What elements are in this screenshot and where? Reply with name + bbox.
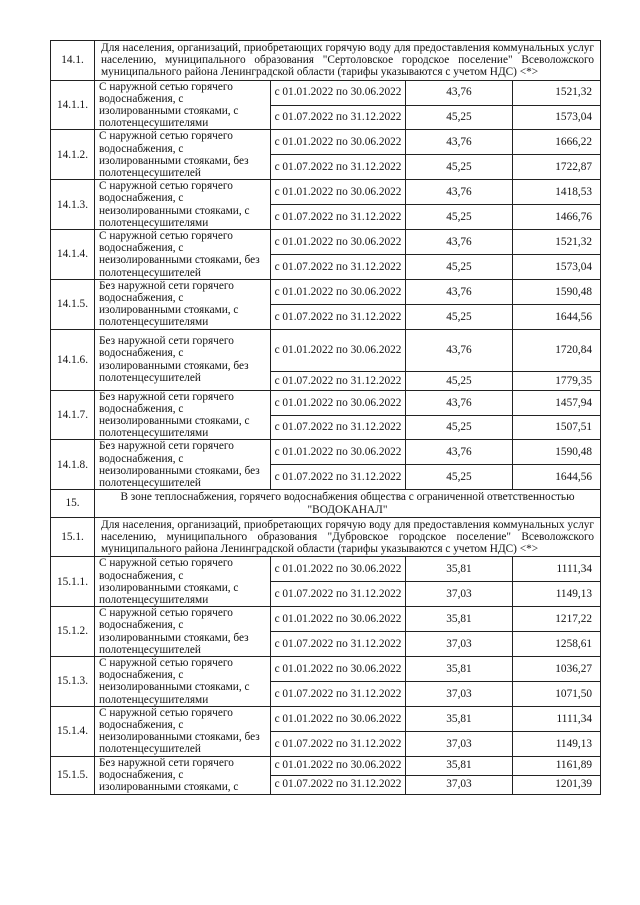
item-description: С наружной сетью горячего водоснабжения, с изолированными стояками, с полотенцесушителями [95,557,271,607]
tariff-period: с 01.07.2022 по 31.12.2022 [271,632,406,657]
tariff-total: 1507,51 [513,415,601,440]
item-number: 14.1.6. [51,329,95,390]
tariff-page [50,40,600,795]
tariff-period: с 01.01.2022 по 30.06.2022 [271,230,406,255]
tariff-rate: 37,03 [406,582,513,607]
tariff-total: 1521,32 [513,80,601,105]
tariff-table [50,40,601,795]
tariff-rate: 45,25 [406,465,513,490]
item-number: 15.1.2. [51,607,95,657]
tariff-period: с 01.07.2022 по 31.12.2022 [271,254,406,279]
item-description: Без наружной сети горячего водоснабжения, с изолированными стояками, без полотенцесушителей [95,329,271,390]
organization-text: В зоне теплоснабжения, горячего водоснабжения общества с ограниченной ответственностью "ВОДОКАНАЛ" [95,490,601,517]
tariff-row [51,440,601,465]
tariff-row [51,706,601,731]
tariff-period: с 01.01.2022 по 30.06.2022 [271,80,406,105]
section-group-text: Для населения, организаций, приобретающих горячую воду для предоставления коммунальных услуг населению, муниципального образования "Дубровское городское поселение" Всеволожского муниципального района Ленинградской области (тарифы указываются с учетом НДС) <*> [95,517,601,557]
item-number: 14.1.2. [51,130,95,180]
tariff-rate: 35,81 [406,656,513,681]
item-number: 14.1.5. [51,279,95,329]
tariff-table-body [51,41,601,795]
tariff-period: с 01.01.2022 по 30.06.2022 [271,390,406,415]
tariff-total: 1573,04 [513,105,601,130]
tariff-rate: 35,81 [406,756,513,775]
tariff-period: с 01.07.2022 по 31.12.2022 [271,205,406,230]
tariff-row [51,80,601,105]
tariff-period: с 01.07.2022 по 31.12.2022 [271,681,406,706]
tariff-period: с 01.07.2022 по 31.12.2022 [271,155,406,180]
item-description: С наружной сетью горячего водоснабжения, с неизолированными стояками, без полотенцесушителей [95,230,271,280]
tariff-row [51,180,601,205]
tariff-rate: 45,25 [406,415,513,440]
tariff-period: с 01.07.2022 по 31.12.2022 [271,731,406,756]
tariff-period: с 01.07.2022 по 31.12.2022 [271,304,406,329]
tariff-period: с 01.01.2022 по 30.06.2022 [271,329,406,371]
tariff-period: с 01.01.2022 по 30.06.2022 [271,557,406,582]
tariff-period: с 01.01.2022 по 30.06.2022 [271,180,406,205]
tariff-rate: 43,76 [406,230,513,255]
tariff-rate: 37,03 [406,632,513,657]
tariff-total: 1666,22 [513,130,601,155]
tariff-rate: 35,81 [406,706,513,731]
tariff-row [51,756,601,775]
item-number: 15.1.4. [51,706,95,756]
tariff-row [51,557,601,582]
tariff-rate: 43,76 [406,440,513,465]
item-description: С наружной сетью горячего водоснабжения, с неизолированными стояками, с полотенцесушителями [95,656,271,706]
tariff-total: 1457,94 [513,390,601,415]
item-number: 14.1.7. [51,390,95,440]
item-description: Без наружной сети горячего водоснабжения, с изолированными стояками, с полотенцесушителями [95,279,271,329]
organization-row [51,490,601,517]
tariff-period: с 01.01.2022 по 30.06.2022 [271,440,406,465]
tariff-row [51,230,601,255]
tariff-total: 1644,56 [513,465,601,490]
tariff-row [51,607,601,632]
tariff-total: 1149,13 [513,731,601,756]
tariff-total: 1720,84 [513,329,601,371]
item-description: Без наружной сети горячего водоснабжения, с неизолированными стояками, без полотенцесушителей [95,440,271,490]
tariff-row [51,656,601,681]
tariff-total: 1573,04 [513,254,601,279]
tariff-total: 1036,27 [513,656,601,681]
tariff-total: 1466,76 [513,205,601,230]
item-number: 14.1.8. [51,440,95,490]
tariff-rate: 37,03 [406,731,513,756]
item-number: 15.1.5. [51,756,95,794]
tariff-total: 1590,48 [513,440,601,465]
tariff-total: 1071,50 [513,681,601,706]
tariff-period: с 01.07.2022 по 31.12.2022 [271,105,406,130]
tariff-period: с 01.07.2022 по 31.12.2022 [271,582,406,607]
tariff-period: с 01.07.2022 по 31.12.2022 [271,415,406,440]
tariff-total: 1722,87 [513,155,601,180]
tariff-rate: 45,25 [406,155,513,180]
tariff-rate: 43,76 [406,329,513,371]
section-number: 15. [51,490,95,517]
tariff-rate: 43,76 [406,130,513,155]
item-number: 14.1.4. [51,230,95,280]
tariff-total: 1201,39 [513,775,601,794]
tariff-rate: 43,76 [406,390,513,415]
item-description: Без наружной сети горячего водоснабжения, с неизолированными стояками, с полотенцесушителями [95,390,271,440]
tariff-period: с 01.01.2022 по 30.06.2022 [271,130,406,155]
item-number: 15.1.3. [51,656,95,706]
tariff-total: 1149,13 [513,582,601,607]
tariff-total: 1111,34 [513,706,601,731]
tariff-total: 1418,53 [513,180,601,205]
tariff-rate: 43,76 [406,279,513,304]
section-number: 14.1. [51,41,95,81]
tariff-total: 1217,22 [513,607,601,632]
tariff-period: с 01.01.2022 по 30.06.2022 [271,706,406,731]
section-group-row [51,517,601,557]
item-number: 14.1.1. [51,80,95,130]
tariff-rate: 45,25 [406,205,513,230]
tariff-total: 1161,89 [513,756,601,775]
section-group-text: Для населения, организаций, приобретающих горячую воду для предоставления коммунальных услуг населению, муниципального образования "Сертоловское городское поселение" Всеволожского муниципального района Ленинградской области (тарифы указываются с учетом НДС) <*> [95,41,601,81]
tariff-total: 1779,35 [513,371,601,390]
tariff-row [51,390,601,415]
tariff-period: с 01.07.2022 по 31.12.2022 [271,465,406,490]
tariff-total: 1644,56 [513,304,601,329]
tariff-period: с 01.01.2022 по 30.06.2022 [271,756,406,775]
tariff-rate: 35,81 [406,557,513,582]
tariff-row [51,329,601,371]
tariff-rate: 43,76 [406,80,513,105]
tariff-rate: 45,25 [406,105,513,130]
tariff-period: с 01.07.2022 по 31.12.2022 [271,775,406,794]
tariff-period: с 01.01.2022 по 30.06.2022 [271,656,406,681]
item-description: С наружной сетью горячего водоснабжения, с неизолированными стояками, с полотенцесушителями [95,180,271,230]
tariff-rate: 45,25 [406,371,513,390]
tariff-row [51,130,601,155]
tariff-total: 1521,32 [513,230,601,255]
tariff-rate: 45,25 [406,254,513,279]
tariff-period: с 01.01.2022 по 30.06.2022 [271,279,406,304]
tariff-rate: 45,25 [406,304,513,329]
tariff-rate: 43,76 [406,180,513,205]
item-description: С наружной сетью горячего водоснабжения, с изолированными стояками, с полотенцесушителями [95,80,271,130]
item-description: С наружной сетью горячего водоснабжения, с неизолированными стояками, без полотенцесушителей [95,706,271,756]
tariff-row [51,279,601,304]
tariff-total: 1258,61 [513,632,601,657]
tariff-period: с 01.07.2022 по 31.12.2022 [271,371,406,390]
item-description: С наружной сетью горячего водоснабжения, с изолированными стояками, без полотенцесушителей [95,130,271,180]
item-description: Без наружной сети горячего водоснабжения, с изолированными стояками, с [95,756,271,794]
tariff-rate: 37,03 [406,775,513,794]
item-description: С наружной сетью горячего водоснабжения, с изолированными стояками, без полотенцесушителей [95,607,271,657]
item-number: 15.1.1. [51,557,95,607]
tariff-rate: 37,03 [406,681,513,706]
tariff-rate: 35,81 [406,607,513,632]
tariff-period: с 01.01.2022 по 30.06.2022 [271,607,406,632]
tariff-total: 1590,48 [513,279,601,304]
item-number: 14.1.3. [51,180,95,230]
section-number: 15.1. [51,517,95,557]
tariff-total: 1111,34 [513,557,601,582]
section-group-row [51,41,601,81]
